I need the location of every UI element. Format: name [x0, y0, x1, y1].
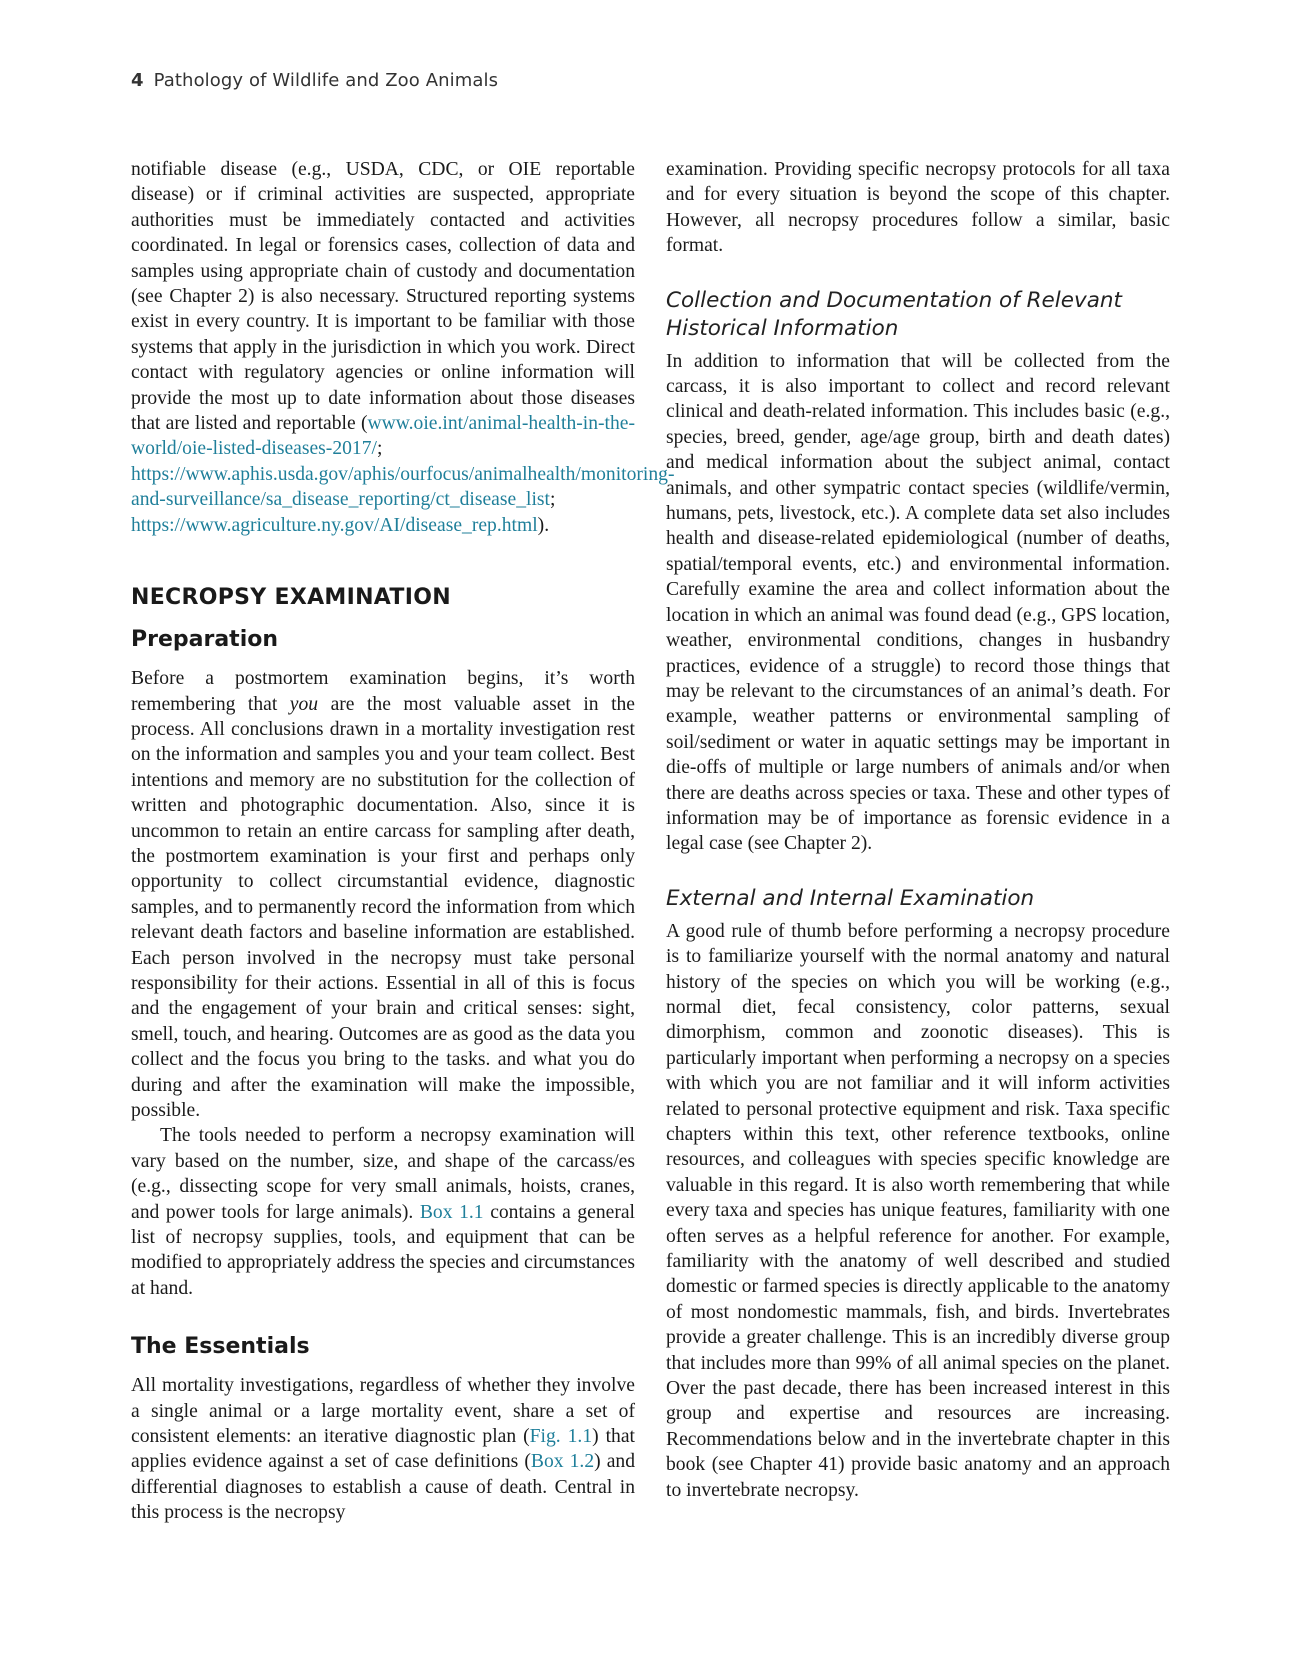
link-box-1-2[interactable]: Box 1.2 — [530, 1451, 595, 1473]
paragraph-text: ) and differential diagnoses to establish a cause of death. Central in this process is the necropsy — [131, 1451, 635, 1524]
link-aphis[interactable]: https://www.aphis.usda.gov/aphis/ourfocus/animalhealth/monitoring-and-surveillance/sa_disease_reporting/ct_disease_list — [131, 463, 675, 511]
left-column — [131, 157, 675, 1526]
paragraph-external-internal: A good rule of thumb before performing a necropsy procedure is to familiarize yourself with the normal anatomy and natural history of the species on which you will be working (e.g., normal diet, fecal consistency, color patterns, sexual dimorphism, common and zoonotic diseases). This is particularly important when performing a necropsy on a species with which you are not familiar and it will inform activities related to personal protective equipment and risk. Taxa specific chapters within this text, other reference textbooks, online resources, and colleagues with species specific knowledge are valuable in this regard. It is also worth remembering that while every taxa and species has unique features, familiarity with one often serves as a helpful reference for another. For example, familiarity with the anatomy of well described and studied domestic or farmed species is directly applicable to the anatomy of most nondomestic mammals, fish, and birds. Invertebrates provide a greater challenge. This is an incredibly diverse group that includes more than 99% of all animal species on the planet. Over the past decade, there has been increased interest in this group and expertise and resources are increasing. Recommendations below and in the invertebrate chapter in this book (see Chapter 41) provide basic anatomy and an approach to invertebrate necropsy. — [666, 920, 1170, 1501]
paragraph-tools — [131, 1123, 635, 1301]
subsection-heading-external-internal: External and Internal Examination — [666, 885, 1035, 911]
link-oie[interactable]: www.oie.int/animal-health-in-the-world/oie-listed-diseases-2017/ — [131, 413, 635, 460]
separator: ; — [376, 438, 383, 460]
emphasis-you: you — [289, 693, 319, 715]
subsection-heading-essentials: The Essentials — [131, 1334, 310, 1360]
subsection-heading-collection: Collection and Documentation of Relevant Historical Information — [666, 287, 1122, 341]
paragraph-historical-information: In addition to information that will be collected from the carcass, it is also important to collect and record relevant clinical and death-related information. This includes basic (e.g., species, breed, gender, age/age group, birth and death dates) and medical information about the subject animal, contact animals, and other sympatric contact species (wildlife/vermin, humans, pets, livestock, etc.). A complete data set also includes health and disease-related epidemiological (number of deaths, spatial/temporal events, etc.) and environmental information. Carefully examine the area and collect information about the location in which an animal was found dead (e.g., GPS location, weather, environmental conditions, changes in husbandry practices, evidence of a struggle) to record those things that may be relevant to the circumstances of an animal’s death. For example, weather patterns or environmental sampling of soil/sediment or water in aquatic settings may be important in die-offs of multiple or large numbers of animals and/or when there are deaths across species or taxa. These and other types of information may be of importance as forensic evidence in a legal case (see Chapter 2). — [666, 350, 1170, 855]
paragraph-text: ) that applies evidence against a set of case definitions ( — [131, 1426, 635, 1473]
paragraph-end: ). — [537, 514, 550, 536]
paragraph-text: Before a postmortem examination begins, it’s worth remembering that — [131, 668, 635, 715]
book-title: Pathology of Wildlife and Zoo Animals — [153, 70, 499, 91]
paragraph-essentials — [131, 1373, 635, 1525]
paragraph-reportable-diseases — [131, 157, 675, 538]
subsection-heading-preparation: Preparation — [131, 627, 279, 653]
paragraph-text: notifiable disease (e.g., USDA, CDC, or OIE reportable disease) or if criminal activities are suspected, appropriate authorities must be immediately contacted and activities coordinated. In legal or forensics cases, collection of data and samples using appropriate chain of custody and documentation (see Chapter 2) is also necessary. Structured reporting systems exist in every country. It is important to be familiar with those systems that apply in the jurisdiction in which you work. Direct contact with regulatory agencies or online information will provide the most up to date information about those diseases that are listed and reportable ( — [131, 159, 635, 435]
section-heading-necropsy: NECROPSY EXAMINATION — [131, 585, 451, 611]
paragraph-text: The tools needed to perform a necropsy examination will vary based on the number, size, and shape of the carcass/es (e.g., dissecting scope for very small animals, hoists, cranes, and power tools for large animals). — [131, 1125, 635, 1223]
separator: ; — [549, 489, 556, 511]
link-box-1-1[interactable]: Box 1.1 — [419, 1201, 484, 1223]
page-number: 4 — [131, 70, 144, 91]
paragraph-text: contains a general list of necropsy supplies, tools, and equipment that can be modified to appropriately address the species and circumstances at hand. — [131, 1201, 635, 1299]
paragraph-examination-intro: examination. Providing specific necropsy protocols for all taxa and for every situation is beyond the scope of this chapter. However, all necropsy procedures follow a similar, basic format. — [666, 159, 1170, 257]
paragraph-text: All mortality investigations, regardless of whether they involve a single animal or a large mortality event, share a set of consistent elements: an iterative diagnostic plan ( — [131, 1375, 635, 1448]
link-fig-1-1[interactable]: Fig. 1.1 — [529, 1426, 593, 1448]
paragraph-preparation — [131, 666, 635, 1123]
running-head — [131, 70, 498, 91]
right-column — [666, 157, 1170, 1503]
paragraph-text: are the most valuable asset in the process. All conclusions drawn in a mortality investigation rest on the information and samples you and your team collect. Best intentions and memory are no substitution for the collection of written and photographic documentation. Also, since it is uncommon to retain an entire carcass for sampling after death, the postmortem examination is your first and perhaps only opportunity to collect circumstantial evidence, diagnostic samples, and to permanently record the information from which relevant death factors and baseline information are established. Each person involved in the necropsy must take personal responsibility for their actions. Essential in all of this is focus and the engagement of your brain and critical senses: sight, smell, touch, and hearing. Outcomes are as good as the data you collect and the focus you bring to the tasks. and what you do during and after the examination will make the impossible, possible. — [131, 693, 636, 1121]
link-agriculture-ny[interactable]: https://www.agriculture.ny.gov/AI/disease_rep.html — [131, 514, 538, 536]
